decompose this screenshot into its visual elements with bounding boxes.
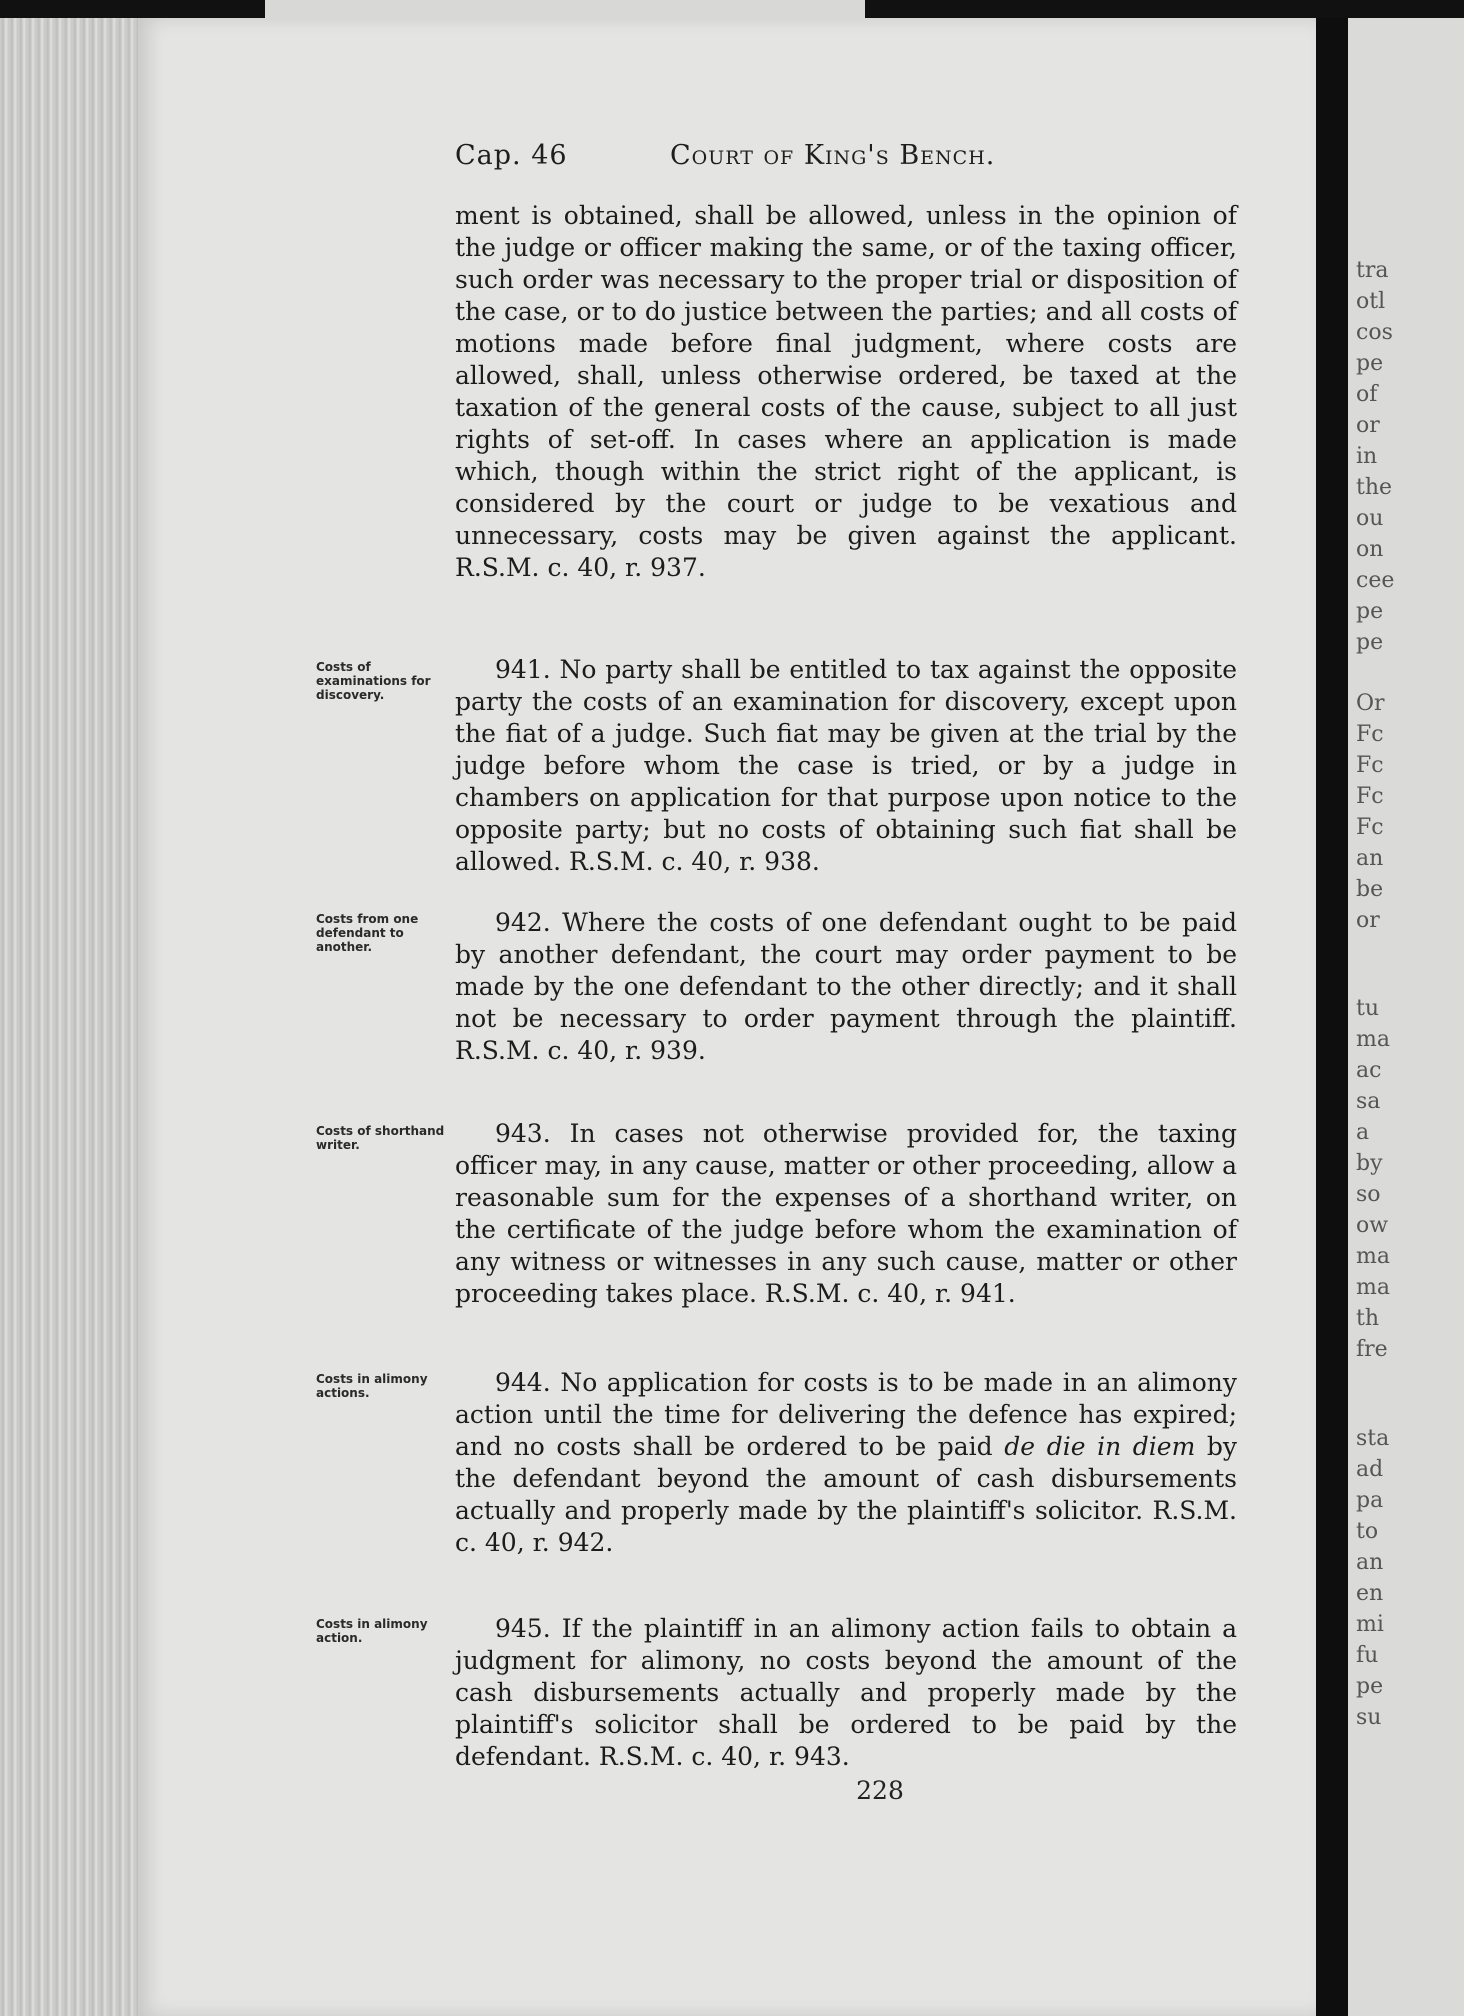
- facing-fragment: mi: [1356, 1612, 1384, 1637]
- facing-fragment: pa: [1356, 1488, 1384, 1513]
- facing-fragment: ac: [1356, 1058, 1382, 1083]
- facing-fragment: ow: [1356, 1213, 1389, 1238]
- section-942: 942. Where the costs of one defendant ought to be paid by another defendant, the court may order payment to be made by the one defendant to the other directly; and it shall not be necessary to order payment through the plaintiff. R.S.M. c. 40, r. 939.: [455, 908, 1237, 1065]
- continuation-paragraph: ment is obtained, shall be allowed, unless in the opinion of the judge or officer making the same, or of the taxing officer, such order was necessary to the proper trial or disposition of the case, or to do justice between the parties; and all costs of motions made before final judgment, where costs are allowed, shall, unless otherwise ordered, be taxed at the taxation of the general costs of the cause, subject to all just rights of set-off. In cases where an application is made which, though within the strict right of the applicant, is considered by the court or judge to be vexatious and unnecessary, costs may be given against the applicant. R.S.M. c. 40, r. 937.: [455, 201, 1237, 582]
- facing-fragment: cee: [1356, 568, 1395, 593]
- section-944-text-a: 944. No application for costs is to be made in an alimony action until the time for delivering the defence has expired; and no costs shall be ordered to be paid: [455, 1368, 1237, 1461]
- facing-fragment: pe: [1356, 599, 1384, 624]
- margin-note-943: Costs of shorthand writer.: [316, 1124, 445, 1152]
- facing-fragment: Fc: [1356, 815, 1384, 840]
- margin-note-942: Costs from one defendant to another.: [316, 912, 419, 954]
- running-head: [455, 140, 1235, 180]
- facing-fragment: on: [1356, 537, 1384, 562]
- facing-fragment: an: [1356, 1550, 1384, 1575]
- chapter-label: Cap. 46: [455, 140, 568, 171]
- facing-fragment: ma: [1356, 1027, 1390, 1052]
- section-943: 943. In cases not otherwise provided for, the taxing officer may, in any cause, matter or other proceeding, allow a reasonable sum for the expenses of a shorthand writer, on the certificate of the judge before whom the examination of any witness or witnesses in any such cause, matter or other proceeding takes place. R.S.M. c. 40, r. 941.: [455, 1119, 1237, 1308]
- facing-fragment: ad: [1356, 1457, 1384, 1482]
- facing-fragment: fu: [1356, 1643, 1379, 1668]
- facing-fragment: pe: [1356, 1674, 1384, 1699]
- facing-fragment: Fc: [1356, 784, 1384, 809]
- page-edges-stack: [0, 18, 150, 2016]
- section-944-latin-phrase: de die in diem: [1004, 1432, 1196, 1461]
- running-title: Court of King's Bench.: [670, 140, 996, 171]
- facing-fragment: sa: [1356, 1089, 1381, 1114]
- facing-fragment: fre: [1356, 1337, 1388, 1362]
- facing-fragment: or: [1356, 413, 1380, 438]
- facing-fragment: sta: [1356, 1426, 1390, 1451]
- facing-fragment: in: [1356, 444, 1378, 469]
- facing-fragment: of: [1356, 382, 1378, 407]
- facing-fragment: Or: [1356, 691, 1385, 716]
- section-944: [455, 1367, 1237, 1559]
- page-number: 228: [856, 1776, 904, 1805]
- facing-fragment: su: [1356, 1705, 1382, 1730]
- facing-fragment: pe: [1356, 351, 1384, 376]
- facing-fragment: by: [1356, 1151, 1383, 1176]
- facing-fragment: tra: [1356, 258, 1389, 283]
- facing-fragment: to: [1356, 1519, 1379, 1544]
- book-gutter: [1316, 18, 1348, 2016]
- facing-fragment: tu: [1356, 996, 1380, 1021]
- facing-fragment: ma: [1356, 1244, 1390, 1269]
- facing-fragment: a: [1356, 1120, 1370, 1145]
- facing-fragment: otl: [1356, 289, 1386, 314]
- section-944-text-b: by the defendant beyond the amount of cash disbursements actually and properly made by the plaintiff's solicitor. R.S.M. c. 40, r. 942.: [455, 1432, 1238, 1557]
- facing-fragment: Fc: [1356, 753, 1384, 778]
- section-941: 941. No party shall be entitled to tax against the opposite party the costs of an examination for discovery, except upon the fiat of a judge. Such fiat may be given at the trial by the judge before whom the case is tried, or by a judge in chambers on application for that purpose upon notice to the opposite party; but no costs of obtaining such fiat shall be allowed. R.S.M. c. 40, r. 938.: [455, 655, 1237, 876]
- facing-fragment: ma: [1356, 1275, 1390, 1300]
- facing-fragment: Fc: [1356, 722, 1384, 747]
- facing-fragment: th: [1356, 1306, 1380, 1331]
- margin-note-941: Costs of examinations for discovery.: [316, 660, 431, 702]
- facing-fragment: be: [1356, 877, 1384, 902]
- margin-note-945: Costs in alimony action.: [316, 1617, 428, 1645]
- facing-fragment: or: [1356, 908, 1380, 933]
- facing-fragment: the: [1356, 475, 1393, 500]
- facing-fragment: an: [1356, 846, 1384, 871]
- margin-note-944: Costs in alimony actions.: [316, 1372, 428, 1400]
- section-945: 945. If the plaintiff in an alimony action fails to obtain a judgment for alimony, no costs beyond the amount of the cash disbursements actually and properly made by the plaintiff's solicitor shall be ordered to be paid by the defendant. R.S.M. c. 40, r. 943.: [455, 1614, 1237, 1771]
- facing-fragment: ou: [1356, 506, 1384, 531]
- facing-fragment: so: [1356, 1182, 1381, 1207]
- facing-fragment: cos: [1356, 320, 1393, 345]
- facing-fragment: en: [1356, 1581, 1384, 1606]
- facing-page: [1348, 18, 1464, 2016]
- facing-fragment: pe: [1356, 630, 1384, 655]
